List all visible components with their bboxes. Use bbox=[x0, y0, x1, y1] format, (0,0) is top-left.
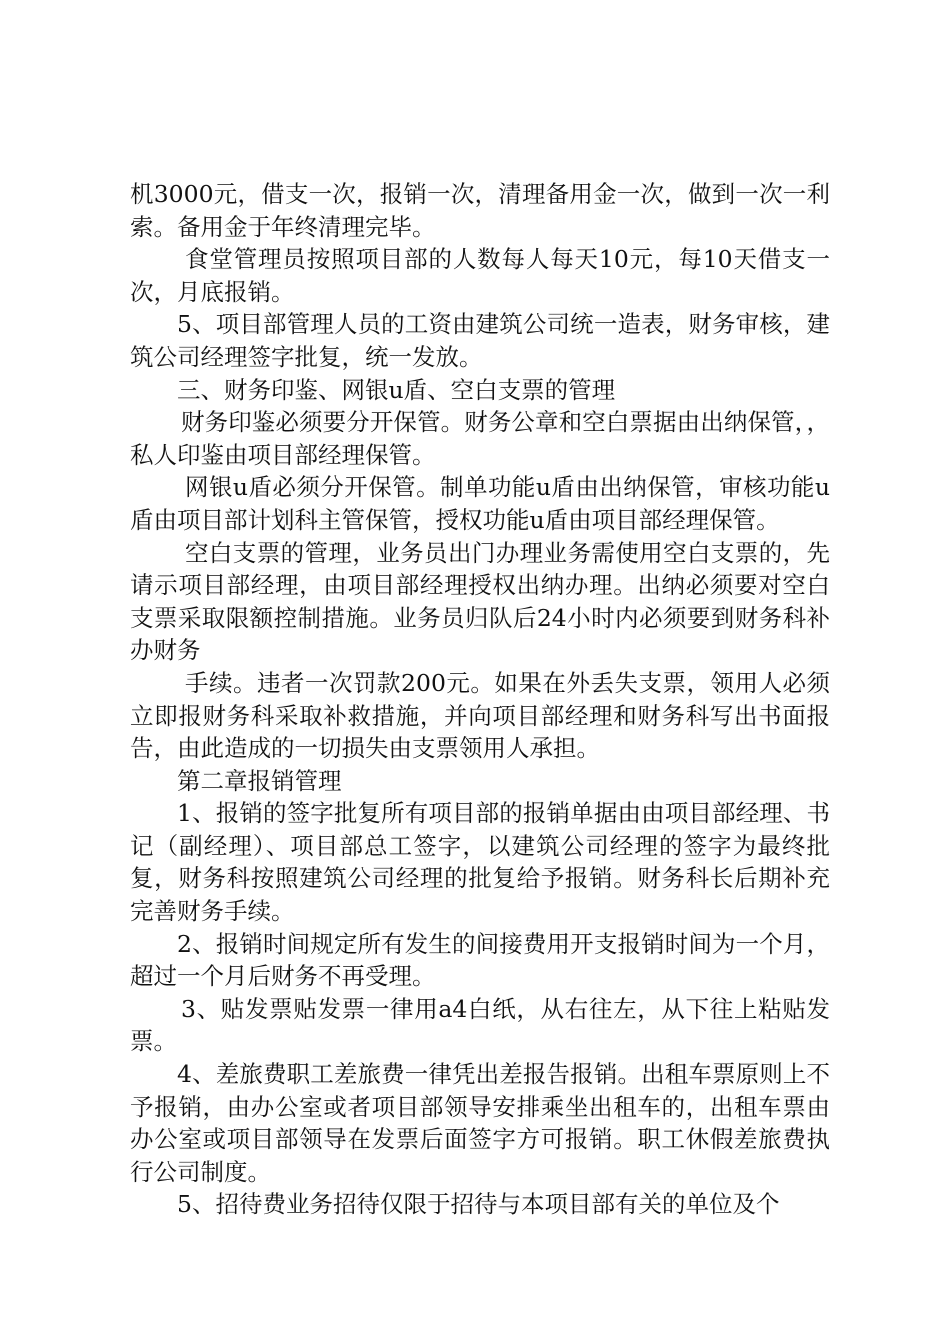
paragraph: 手续。违者一次罚款200元。如果在外丢失支票，领用人必须立即报财务科采取补救措施，并向项目部经理和财务科写出书面报告，由此造成的一切损失由支票领用人承担。 bbox=[130, 668, 830, 763]
paragraph: 4、差旅费职工差旅费一律凭出差报告报销。出租车票原则上不予报销，由办公室或者项目部领导安排乘坐出租车的，出租车票由办公室或项目部领导在发票后面签字方可报销。职工休假差旅费执行公司制度。 bbox=[130, 1060, 830, 1186]
paragraph: 空白支票的管理，业务员出门办理业务需使用空白支票的，先请示项目部经理，由项目部经理授权出纳办理。出纳必须要对空白支票采取限额控制措施。业务员归队后24小时内必须要到财务科补办财务 bbox=[130, 538, 830, 665]
paragraph: 5、项目部管理人员的工资由建筑公司统一造表，财务审核，建筑公司经理签字批复，统一发放。 bbox=[130, 310, 830, 371]
paragraph: 食堂管理员按照项目部的人数每人每天10元，每10天借支一次，月底报销。 bbox=[130, 245, 830, 306]
paragraph: 机3000元，借支一次，报销一次，清理备用金一次，做到一次一利索。备用金于年终清理完毕。 bbox=[130, 180, 830, 241]
document-body bbox=[130, 178, 830, 1221]
paragraph: 1、报销的签字批复所有项目部的报销单据由由项目部经理、书记（副经理）、项目部总工签字，以建筑公司经理的签字为最终批复，财务科按照建筑公司经理的批复给予报销。财务科长后期补充完善财务手续。 bbox=[130, 799, 830, 926]
paragraph: 5、招待费业务招待仅限于招待与本项目部有关的单位及个 bbox=[177, 1190, 780, 1219]
paragraph: 3、贴发票贴发票一律用a4白纸，从右往左，从下往上粘贴发票。 bbox=[130, 994, 830, 1056]
paragraph: 2、报销时间规定所有发生的间接费用开支报销时间为一个月，超过一个月后财务不再受理。 bbox=[130, 929, 830, 991]
section-heading: 三、财务印鉴、网银u盾、空白支票的管理 bbox=[177, 375, 616, 404]
paragraph: 财务印鉴必须要分开保管。财务公章和空白票据由出纳保管，，私人印鉴由项目部经理保管。 bbox=[130, 408, 830, 469]
paragraph: 网银u盾必须分开保管。制单功能u盾由出纳保管，审核功能u盾由项目部计划科主管保管，授权功能u盾由项目部经理保管。 bbox=[130, 473, 830, 534]
chapter-heading: 第二章报销管理 bbox=[177, 766, 342, 795]
